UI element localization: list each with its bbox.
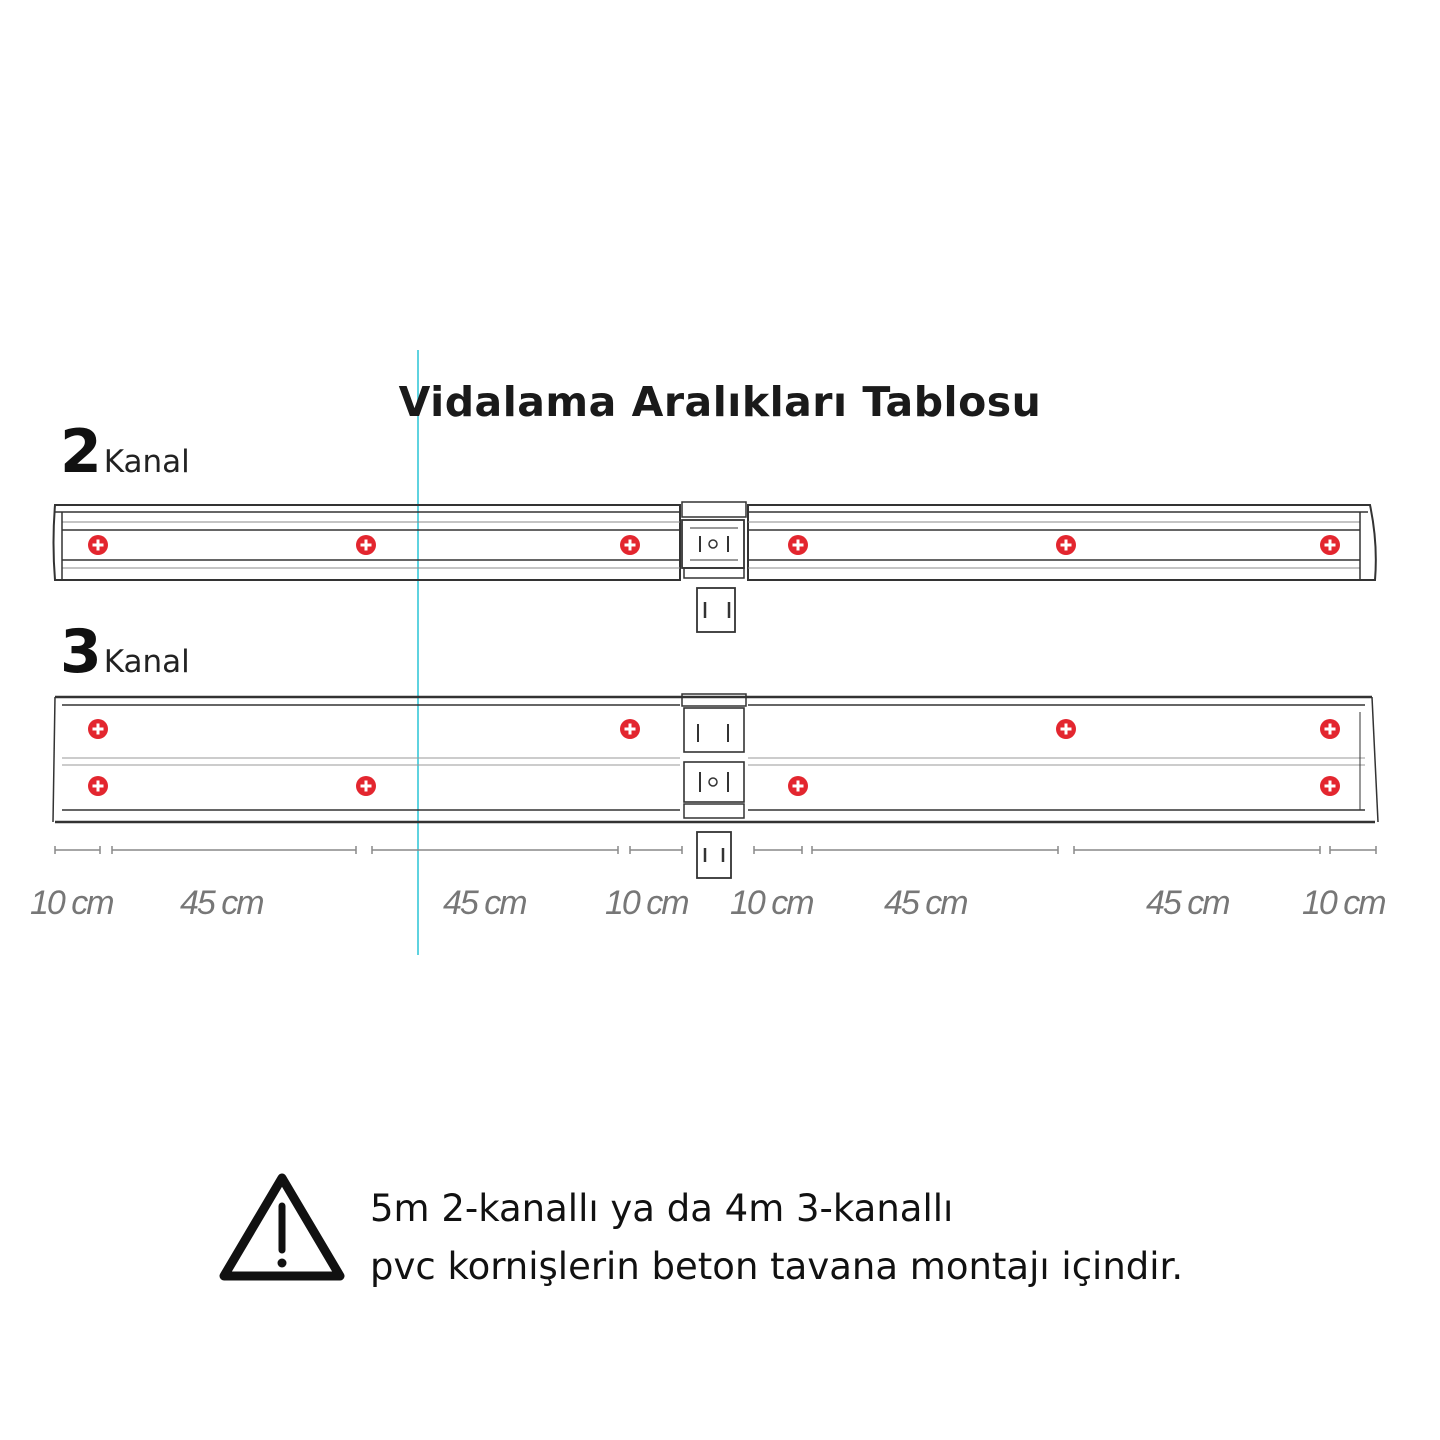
channel-number: 2 [60, 417, 102, 487]
screw-hole-icon [88, 535, 108, 555]
channel-number: 3 [60, 617, 102, 687]
dim-label: 10 cm [605, 884, 688, 922]
dim-label: 45 cm [884, 884, 967, 922]
warning-triangle-icon [218, 1170, 346, 1284]
screw-hole-icon [1320, 776, 1340, 796]
label-2-kanal [60, 417, 190, 487]
screw-hole-icon [356, 535, 376, 555]
screw-hole-icon [88, 719, 108, 739]
dim-label: 10 cm [30, 884, 113, 922]
screw-hole-icon [620, 535, 640, 555]
screw-hole-icon [788, 535, 808, 555]
page-title: Vidalama Aralıkları Tablosu [398, 378, 1042, 426]
dim-label: 10 cm [730, 884, 813, 922]
mounting-note [370, 1180, 1183, 1296]
rail-2-channel [54, 502, 1376, 632]
dim-label: 45 cm [1146, 884, 1229, 922]
channel-word: Kanal [103, 644, 190, 680]
screw-hole-icon [1320, 535, 1340, 555]
screw-hole-icon [88, 776, 108, 796]
dimension-line [55, 846, 1376, 854]
screw-hole-icon [356, 776, 376, 796]
screw-holes [88, 535, 1340, 796]
note-line-2: pvc kornişlerin beton tavana montajı içindir. [370, 1245, 1184, 1288]
dim-label: 10 cm [1302, 884, 1385, 922]
screw-hole-icon [788, 776, 808, 796]
screw-hole-icon [620, 719, 640, 739]
label-3-kanal [60, 617, 190, 687]
screw-hole-icon [1320, 719, 1340, 739]
note-line-1: 5m 2-kanallı ya da 4m 3-kanallı [370, 1187, 954, 1230]
channel-word: Kanal [103, 444, 190, 480]
screw-hole-icon [1056, 719, 1076, 739]
dim-label: 45 cm [180, 884, 263, 922]
dim-label: 45 cm [443, 884, 526, 922]
screw-hole-icon [1056, 535, 1076, 555]
